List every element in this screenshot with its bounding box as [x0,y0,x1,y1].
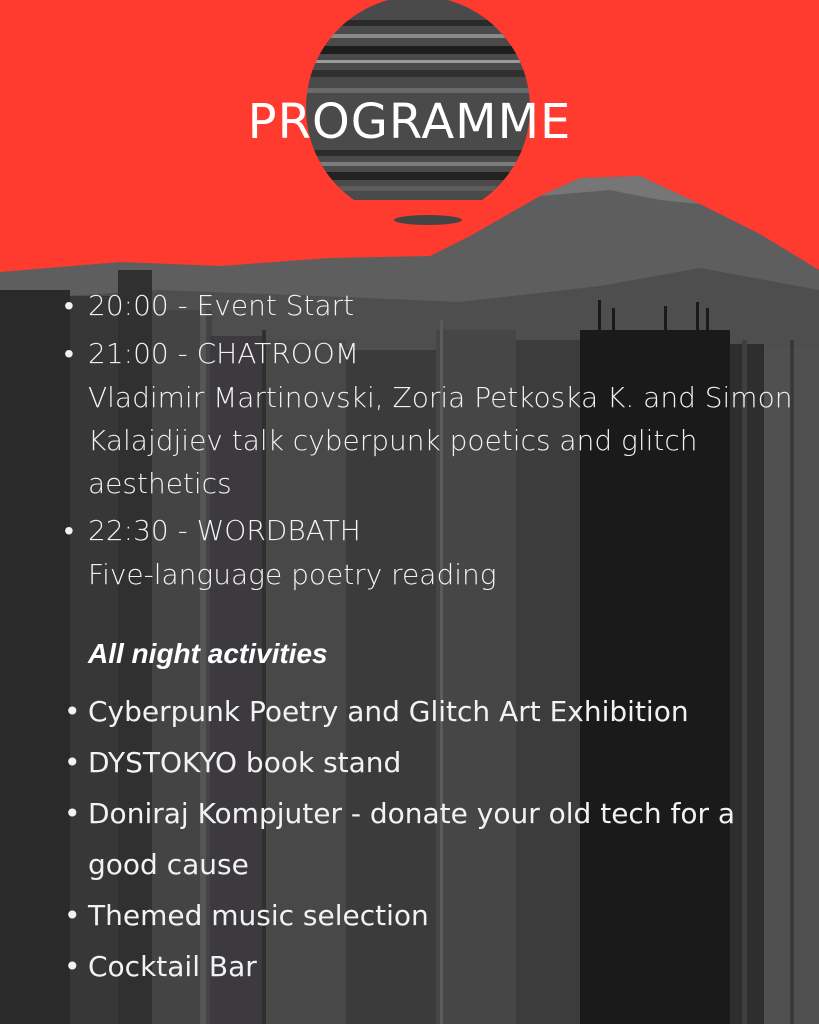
activity-item [62,686,802,737]
bullet-icon: • [64,337,74,370]
activity-label: Doniraj Kompjuter - donate your old tech for a good cause [88,797,736,881]
bullet-icon: • [64,950,81,983]
programme-item-title: 22:30 - WORDBATH [88,514,361,547]
activity-item [62,941,802,992]
activities-list [62,686,802,992]
programme-item-description: Vladimir Martinovski, Zoria Petkoska K. and Simon Kalajdjiev talk cyberpunk poetics and glitch aesthetics [88,381,793,500]
activity-label: Cyberpunk Poetry and Glitch Art Exhibition [88,695,689,728]
bullet-icon: • [64,695,81,728]
activity-label: DYSTOKYO book stand [88,746,402,779]
activity-item [62,890,802,941]
programme-item-title: 20:00 - Event Start [88,289,355,322]
programme-list [62,284,802,600]
bullet-icon: • [64,514,74,547]
programme-item [62,332,802,505]
bullet-icon: • [64,899,81,932]
activity-label: Cocktail Bar [88,950,257,983]
programme-item [62,284,802,328]
all-night-heading: All night activities [88,638,328,669]
programme-item-description: Five-language poetry reading [88,558,497,591]
activity-item [62,788,802,890]
page-title: PROGRAMME [247,94,572,150]
bullet-icon: • [64,289,74,322]
bullet-icon: • [64,797,81,830]
programme-item [62,509,802,596]
activity-item [62,737,802,788]
programme-item-title: 21:00 - CHATROOM [88,337,359,370]
bullet-icon: • [64,746,81,779]
activity-label: Themed music selection [88,899,429,932]
